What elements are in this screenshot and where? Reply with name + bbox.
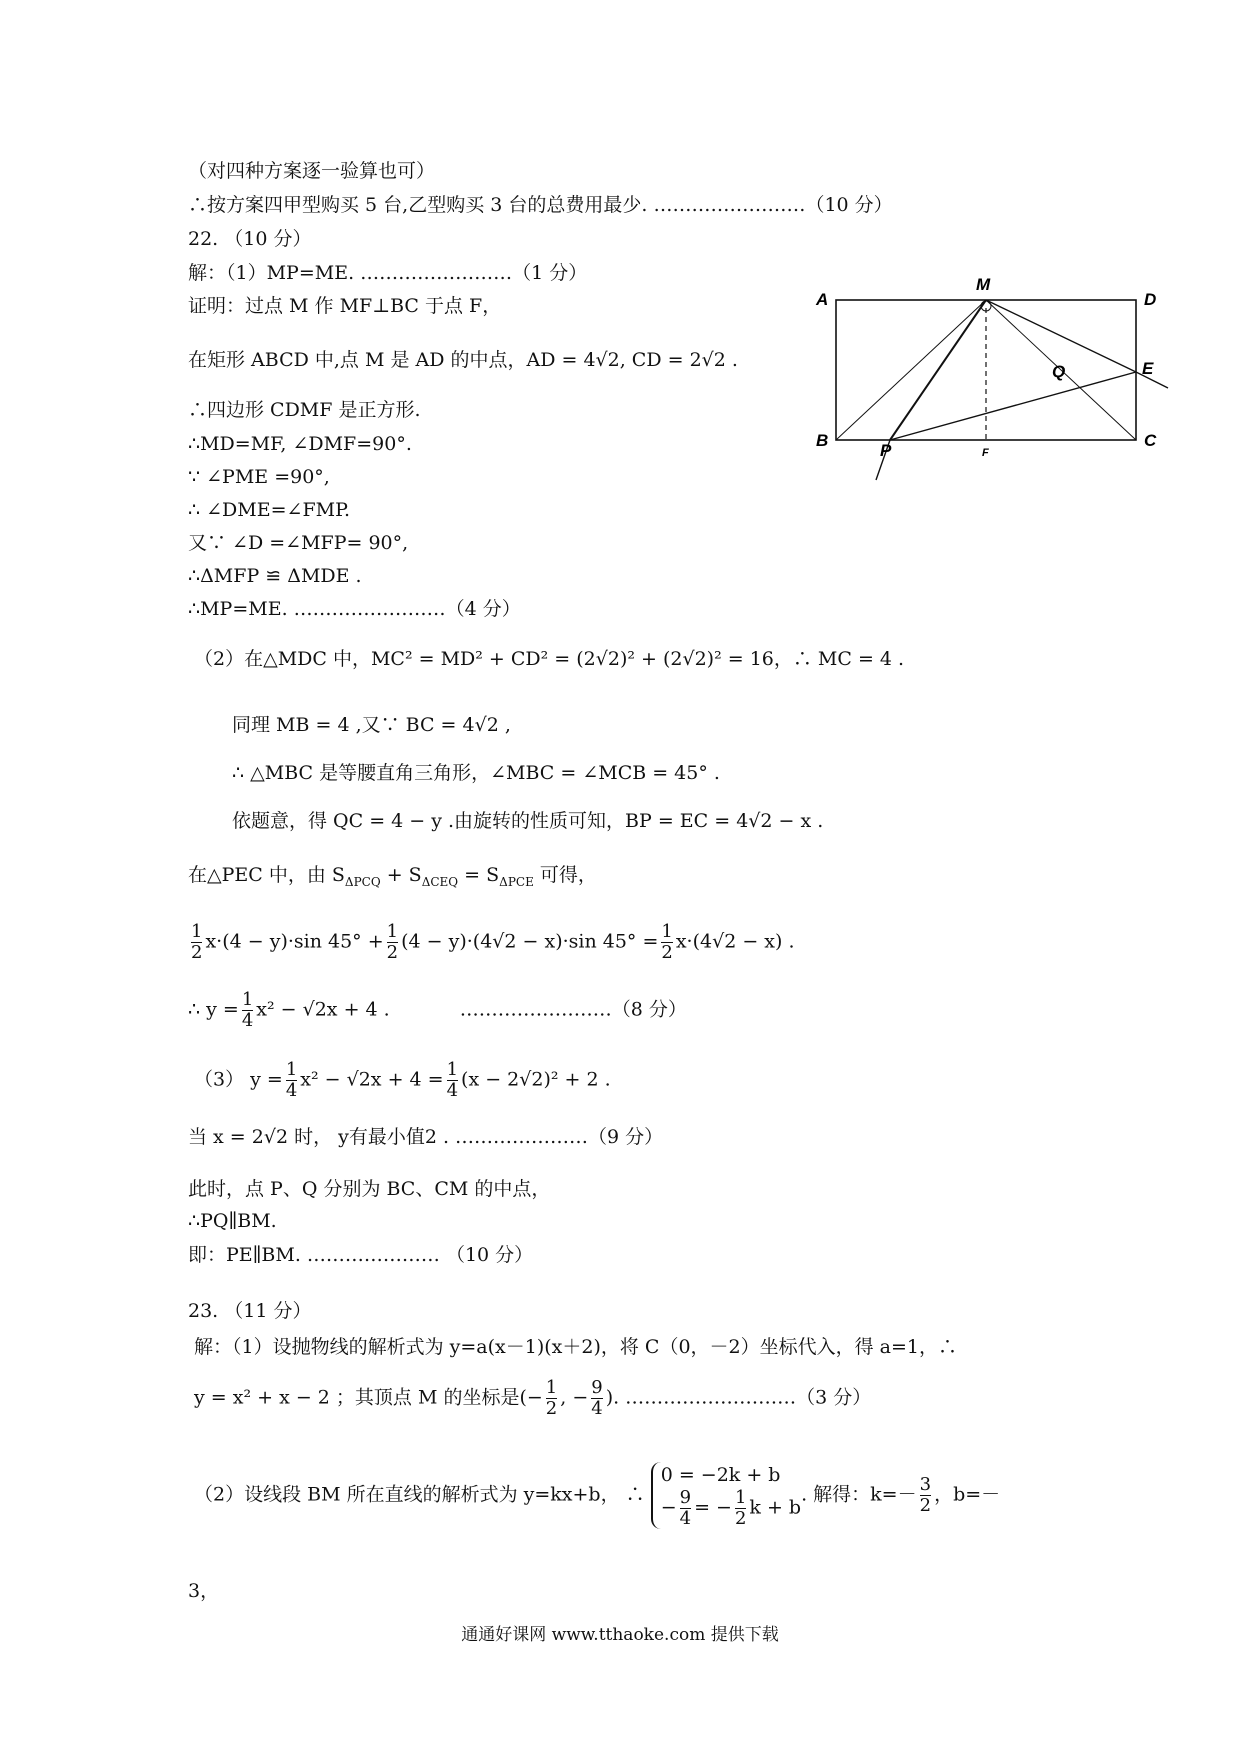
text-line: ∴ ∠DME=∠FMP.	[188, 499, 351, 521]
fraction: $\frac{1}{4}$	[285, 1059, 298, 1101]
sin-equation-line	[188, 922, 795, 963]
equation: 0 = −2k + b	[660, 1464, 781, 1486]
label-c: C	[1144, 431, 1157, 450]
fraction: $\frac{1}{4}$	[446, 1059, 459, 1101]
text-fragment: + S	[380, 864, 422, 886]
geometry-diagram	[810, 260, 1170, 500]
text-line: ∴PQ∥BM.	[188, 1210, 277, 1232]
equation: − $\frac{9}{4}$ = − $\frac{1}{2}$ k + b	[660, 1487, 802, 1529]
text-line: （2）在△MDC 中，MC² = MD² + CD² = (2√2)² + (2√2)² = 16，∴ MC = 4 .	[194, 648, 905, 670]
text-line: （对四种方案逐一验算也可）	[188, 160, 436, 182]
fraction: $\frac{1}{4}$	[241, 989, 254, 1031]
equation-system	[651, 1462, 801, 1529]
text-fragment: x·(4√2 − x) .	[675, 930, 795, 953]
text-fragment: x² − √2x + 4 .	[256, 998, 390, 1021]
text-fragment: x² − √2x + 4 =	[300, 1068, 444, 1091]
question-22-heading: 22. （10 分）	[188, 228, 312, 250]
text-fragment: ). ………………………（3 分）	[605, 1386, 872, 1409]
fraction: $\frac{1}{2}$	[386, 921, 399, 963]
text-line: ∴ △MBC 是等腰直角三角形，∠MBC = ∠MCB = 45° .	[232, 762, 720, 784]
subscript: ΔPCQ	[344, 874, 381, 889]
vertex-line	[194, 1378, 871, 1419]
text-fragment: 可得，	[533, 864, 597, 886]
text-line: ∴MD=MF, ∠DMF=90°.	[188, 433, 412, 455]
page-footer: 通通好课网 www.tthaoke.com 提供下载	[461, 1625, 779, 1645]
subscript: ΔPCE	[499, 874, 534, 889]
text-fragment: (4 − y)·(4√2 − x)·sin 45° =	[401, 930, 659, 953]
label-b: B	[816, 431, 829, 450]
text-fragment: ∴ y =	[188, 998, 239, 1021]
text-fragment: ……………………（8 分）	[459, 998, 687, 1021]
fraction: $\frac{9}{4}$	[591, 1377, 603, 1419]
text-fragment: （3） y =	[194, 1068, 283, 1091]
text-fragment: (x − 2√2)² + 2 .	[461, 1068, 611, 1091]
label-q: Q	[1052, 362, 1066, 381]
text-line: 依题意，得 QC = 4 − y .由旋转的性质可知，BP = EC = 4√2 − x .	[232, 810, 824, 832]
text-line: ∴MP=ME. ……………………（4 分）	[188, 598, 521, 620]
text-fragment: = S	[458, 864, 500, 886]
text-line: 又∵ ∠D =∠MFP= 90°,	[188, 532, 409, 554]
system-line	[194, 1462, 1000, 1529]
question-23-heading: 23. （11 分）	[188, 1300, 312, 1322]
text-line: ∵ ∠PME =90°,	[188, 466, 330, 488]
text-line: ∴按方案四甲型购买 5 台,乙型购买 3 台的总费用最少. ……………………（10 分）	[188, 194, 893, 216]
fraction: $\frac{1}{2}$	[545, 1377, 558, 1419]
text-line: 此时，点 P、Q 分别为 BC、CM 的中点，	[188, 1178, 551, 1200]
y-expression-line	[188, 990, 687, 1031]
segment-mp	[890, 300, 986, 440]
fraction: $\frac{1}{2}$	[661, 921, 673, 963]
label-p: P	[880, 441, 892, 460]
label-f: F	[982, 447, 989, 459]
text-line: 3，	[188, 1580, 220, 1602]
area-equation-line	[188, 862, 597, 895]
subscript: ΔCEQ	[421, 874, 459, 889]
text-line: 当 x = 2√2 时， y有最小值2 . …………………（9 分）	[188, 1126, 664, 1148]
text-line: ∴四边形 CDMF 是正方形.	[188, 399, 421, 421]
label-e: E	[1142, 359, 1154, 378]
fraction: $\frac{1}{2}$	[191, 921, 203, 963]
text-line: 在矩形 ABCD 中,点 M 是 AD 的中点，AD = 4√2, CD = 2√2 .	[188, 349, 738, 371]
text-line: 同理 MB = 4 ,又∵ BC = 4√2 ,	[232, 714, 511, 736]
text-fragment: ，b=－	[934, 1483, 1001, 1506]
fraction: $\frac{3}{2}$	[919, 1474, 932, 1516]
text-fragment: . 解得：k=－	[801, 1483, 917, 1506]
text-fragment: x·(4 − y)·sin 45° +	[205, 930, 384, 953]
label-a: A	[816, 290, 829, 309]
y-vertex-form-line	[194, 1060, 611, 1101]
text-fragment: , −	[560, 1386, 589, 1409]
text-fragment: y = x² + x − 2 ；其顶点 M 的坐标是(−	[194, 1386, 543, 1409]
label-d: D	[1144, 290, 1157, 309]
text-line: 即：PE∥BM. ………………… （10 分）	[188, 1244, 534, 1266]
text-line: 解：（1）设抛物线的解析式为 y=a(x－1)(x＋2)，将 C（0，－2）坐标代入，得 a=1，∴	[194, 1336, 957, 1358]
text-fragment: 在△PEC 中，由 S	[188, 864, 345, 886]
text-line: ∴ΔMFP ≌ ΔMDE .	[188, 565, 362, 587]
text-line: 解：（1）MP=ME. ……………………（1 分）	[188, 262, 588, 284]
text-fragment: （2）设线段 BM 所在直线的解析式为 y=kx+b， ∴	[194, 1483, 645, 1506]
label-m: M	[976, 275, 991, 294]
text-line: 证明：过点 M 作 MF⊥BC 于点 F，	[188, 295, 502, 317]
